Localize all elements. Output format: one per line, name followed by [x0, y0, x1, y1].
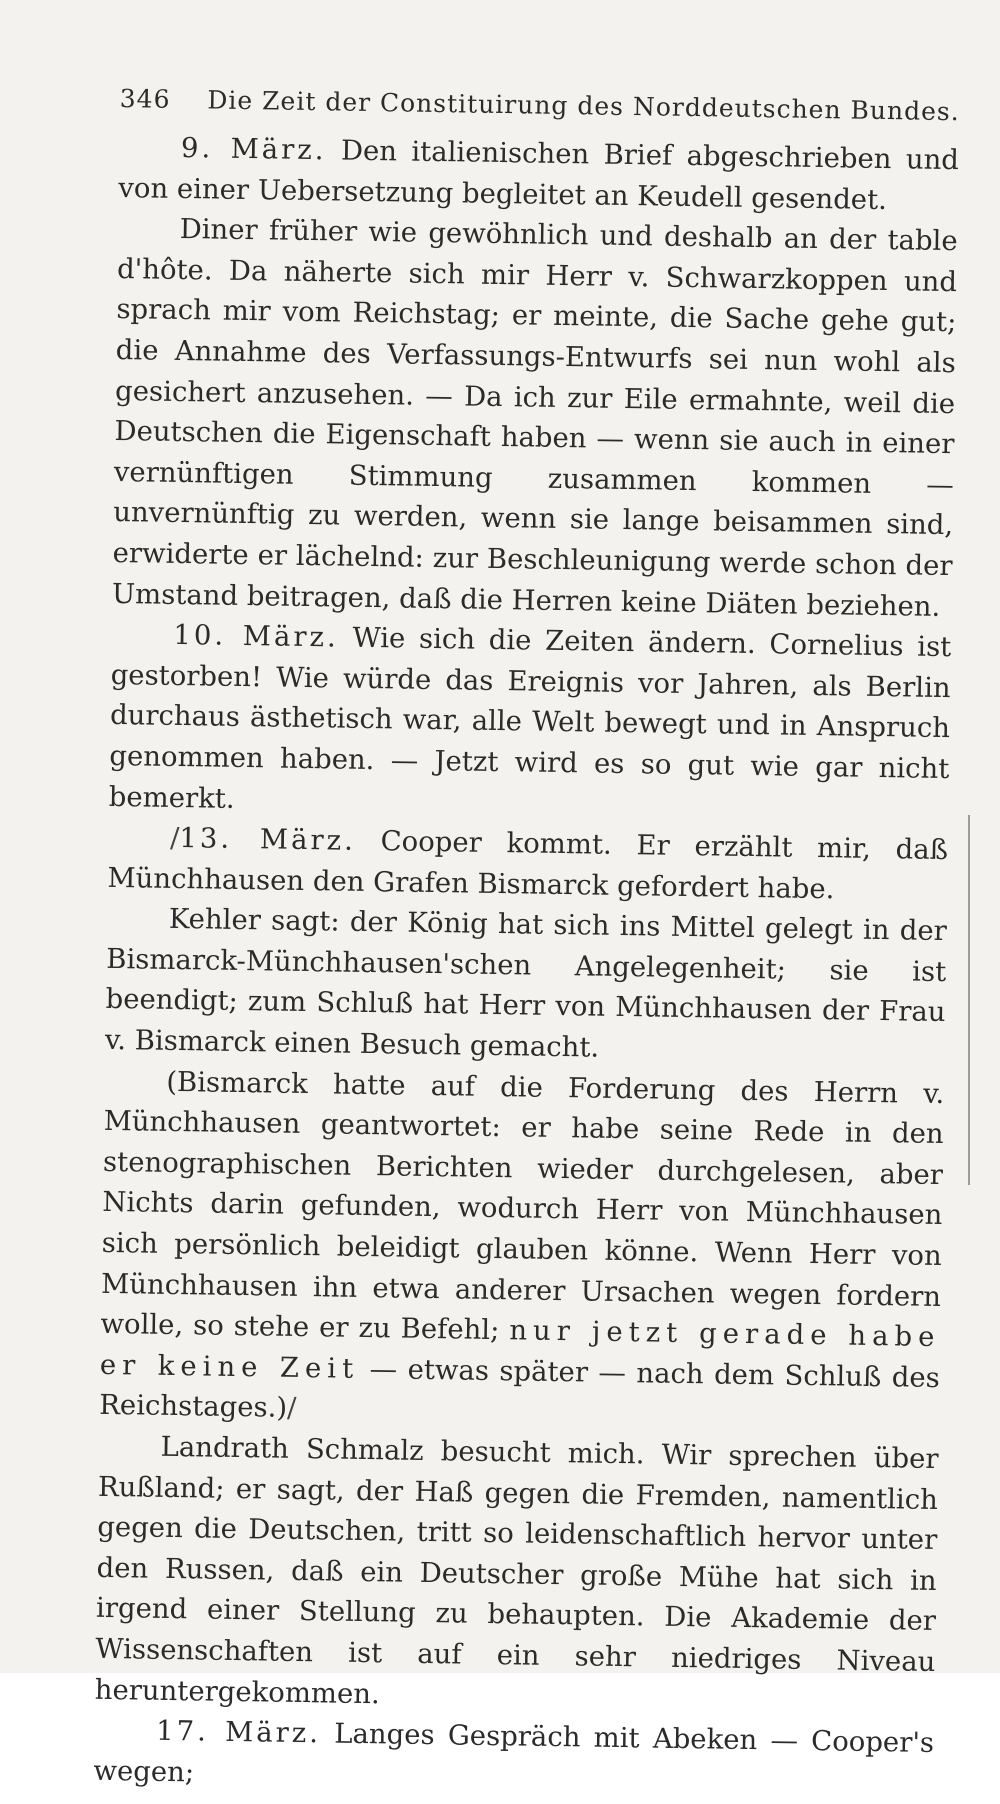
entry-date: 10. März. — [173, 619, 339, 654]
running-head — [120, 84, 960, 126]
entry-paragraph — [105, 898, 947, 1074]
entry-text: Wie sich die Zeiten ändern. Cornelius ist gestorben! Wie würde das Ereignis vor Jahren, als Berlin durchaus ästhetisch war, alle Welt bewegt und in Anspruch genommen haben. — Jetzt wird es so gut wie gar nicht bemerkt. — [108, 621, 952, 815]
entry-text: — etwas später — nach dem Schluß des Reichstages.) — [98, 1352, 941, 1425]
entry-paragraph — [93, 1710, 934, 1804]
entry-paragraph — [99, 1061, 945, 1439]
spaced-emphasis: nur jetzt gerade habe er keine Zeit — [99, 1314, 941, 1385]
entry-paragraph — [94, 1426, 938, 1723]
page-content — [93, 84, 960, 1804]
entry-paragraph — [118, 127, 959, 221]
diary-entries — [93, 127, 959, 1804]
entry-text: Diner früher wie gewöhnlich und deshalb an der table d'hôte. Da näherte sich mir Herr v. Schwarzkoppen und sprach mir vom Reichstag; er meinte, die Sache gehe gut; die Annahme des Verfassungs-Entwurfs sei nun wohl als gesichert anzusehen. — Da ich zur Eile ermahnte, weil die Deutschen die Eigenschaft haben — wenn sie auch in einer vernünftigen Stimmung zusammen kommen — unvernünftig zu werden, wenn sie lange beisammen sind, erwiderte er lächelnd: zur Beschleunigung werde schon der Umstand beitragen, daß die Herren keine Diäten beziehen. — [111, 213, 958, 623]
entry-text: Cooper kommt. Er erzählt mir, daß Münchhausen den Grafen Bismarck gefordert habe. — [107, 825, 949, 906]
running-title: Die Zeit der Constituirung des Norddeutschen Bundes. — [207, 85, 960, 127]
entry-text: Kehler sagt: der König hat sich ins Mittel gelegt in der Bismarck-Münchhausen'schen Angelegenheit; sie ist beendigt; zum Schluß hat Herr von Münchhausen der Frau v. Bismarck einen Besuch gemacht. — [104, 903, 948, 1064]
entry-paragraph — [107, 817, 948, 911]
page-number: 346 — [119, 84, 171, 114]
entry-paragraph — [108, 614, 951, 830]
entry-paragraph — [112, 208, 958, 627]
margin-pencil-line — [968, 815, 970, 1185]
entry-date: 17. März. — [155, 1714, 322, 1750]
entry-text: Langes Gespräch mit Abeken — Cooper's wegen; — [93, 1717, 935, 1789]
entry-text: (Bismarck hatte auf die Forderung des Herrn v. Münchhausen geantwortet: er habe seine Rede in den stenographischen Berichten wieder durchgelesen, aber Nichts darin gefunden, wodurch Herr von Münchhausen sich persönlich beleidigt glauben könne. Wenn Herr von Münchhausen ihn etwa anderer Ursachen wegen fordern wolle, so stehe er zu Befehl; — [100, 1065, 945, 1347]
entry-text: Den italienischen Brief abgeschrieben und von einer Uebersetzung begleitet an Keudell gesendet. — [118, 134, 960, 216]
entry-text: Landrath Schmalz besucht mich. Wir sprechen über Rußland; er sagt, der Haß gegen die Fremden, namentlich gegen die Deutschen, tritt so leidenschaftlich hervor unter den Russen, daß ein Deutscher große Mühe hat sich in irgend einer Stellung zu behaupten. Die Akademie der Wissenschaften ist auf ein sehr niedriges Niveau heruntergekommen. — [94, 1430, 939, 1710]
entry-date: 9. März. — [180, 131, 327, 167]
pencil-mark: / — [169, 821, 180, 855]
entry-date: 13. März. — [179, 822, 357, 857]
pencil-mark: / — [286, 1392, 297, 1425]
